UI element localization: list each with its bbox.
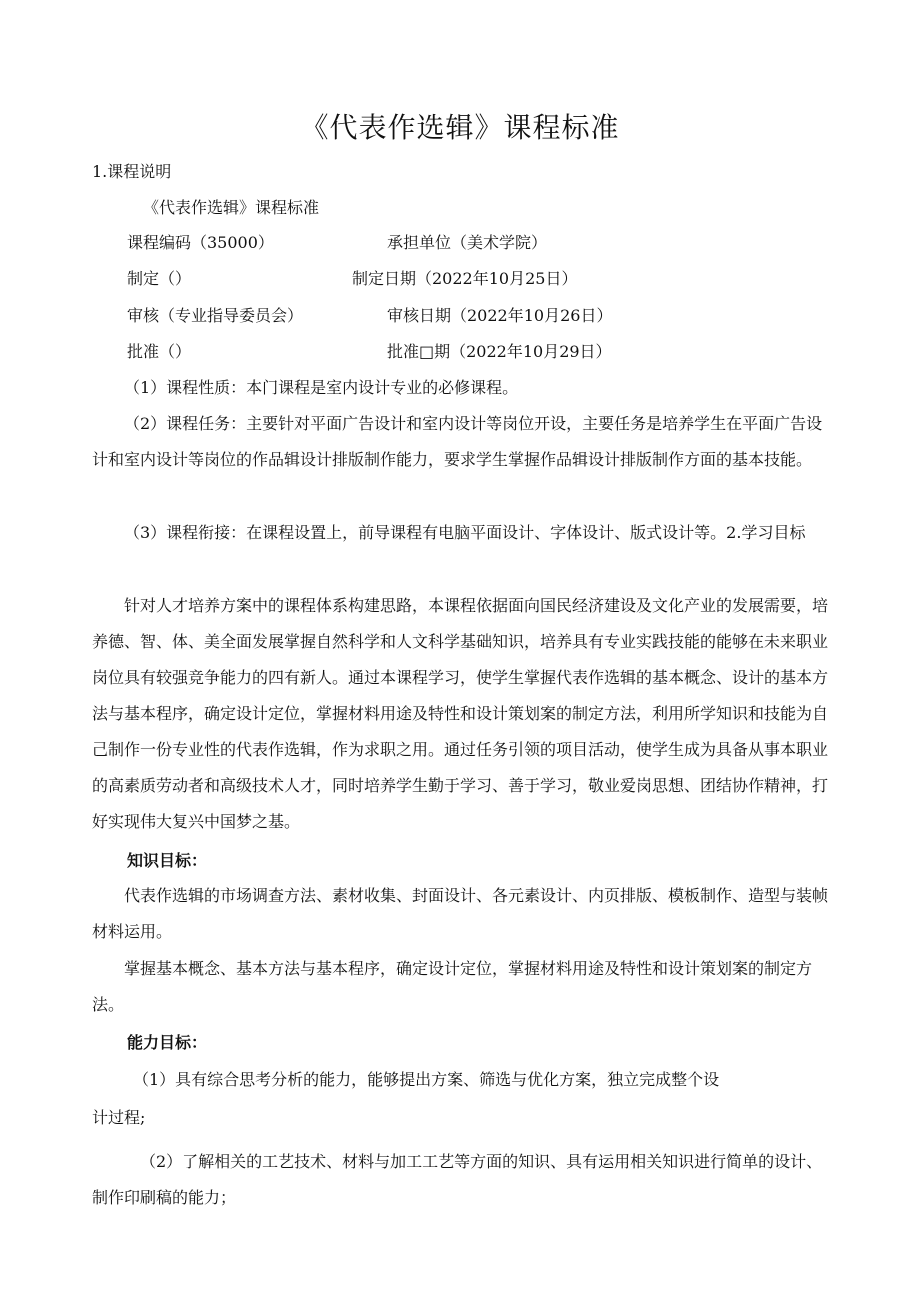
ability-goal-1-line-1: （1）具有综合思考分析的能力，能够提出方案、筛选与优化方案，独立完成整个设	[133, 1070, 720, 1089]
course-link: （3）课程衔接：在课程设置上，前导课程有电脑平面设计、字体设计、版式设计等。2.学习目标	[124, 523, 806, 542]
ability-heading: 能力目标：	[127, 1033, 208, 1052]
course-task: （2）课程任务：主要针对平面广告设计和室内设计等岗位开设，主要任务是培养学生在平面广告设计和室内设计等岗位的作品辑设计排版制作能力，要求学生掌握作品辑设计排版制作方面的基本技能。	[92, 414, 823, 469]
course-approve-date: 批准□期（2022年10月29日）	[387, 342, 612, 361]
knowledge-goal-2: 掌握基本概念、基本方法与基本程序，确定设计定位，掌握材料用途及特性和设计策划案的制定方法。	[92, 959, 813, 1014]
course-subtitle: 《代表作选辑》课程标准	[143, 198, 320, 217]
ability-goal-2: （2）了解相关的工艺技术、材料与加工工艺等方面的知识、具有运用相关知识进行简单的设计、制作印刷稿的能力；	[92, 1152, 823, 1207]
ability-goal-1-line-2: 计过程;	[92, 1108, 146, 1127]
course-nature: （1）课程性质：本门课程是室内设计专业的必修课程。	[124, 378, 519, 397]
course-author-date: 制定日期（2022年10月25日）	[352, 269, 578, 288]
learning-goal-paragraph: 针对人才培养方案中的课程体系构建思路，本课程依据面向国民经济建设及文化产业的发展需要，培养德、智、体、美全面发展掌握自然科学和人文科学基础知识，培养具有专业实践技能的能够在未来职业岗位具有较强竞争能力的四有新人。通过本课程学习，使学生掌握代表作选辑的基本概念、设计的基本方法与基本程序，确定设计定位，掌握材料用途及特性和设计策划案的制定方法，利用所学知识和技能为自己制作一份专业性的代表作选辑，作为求职之用。通过任务引领的项目活动，使学生成为具备从事本职业的高素质劳动者和高级技术人才，同时培养学生勤于学习、善于学习，敬业爱岗思想、团结协作精神，打好实现伟大复兴中国梦之基。	[92, 596, 829, 831]
knowledge-heading: 知识目标：	[127, 851, 208, 870]
course-review: 审核（专业指导委员会）	[127, 306, 304, 325]
course-unit: 承担单位（美术学院）	[387, 233, 548, 252]
course-approve: 批准（）	[127, 342, 192, 361]
course-review-date: 审核日期（2022年10月26日）	[387, 306, 613, 325]
course-code: 课程编码（35000）	[127, 233, 274, 252]
knowledge-goal-1: 代表作选辑的市场调查方法、素材收集、封面设计、各元素设计、内页排版、模板制作、造型与装帧材料运用。	[92, 886, 829, 941]
document-title: 《代表作选辑》课程标准	[300, 111, 620, 144]
section-heading-course-description: 1.课程说明	[92, 162, 172, 181]
course-author: 制定（）	[127, 269, 192, 288]
